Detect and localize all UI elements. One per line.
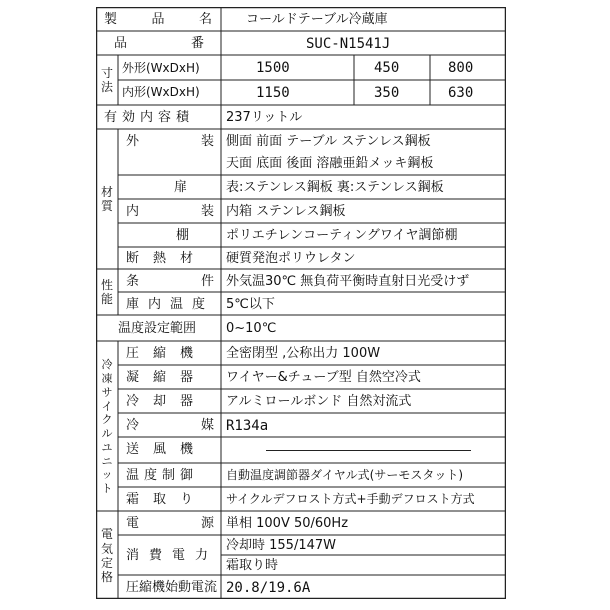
internal-temp-label: 庫内温度	[126, 297, 215, 312]
inner-height: 630	[448, 85, 474, 101]
compressor-value: 全密閉型 ,公称出力 100W	[226, 346, 381, 361]
inner-width: 1150	[256, 85, 290, 101]
fan-none-dash	[266, 450, 471, 451]
condition-label: 条 件	[126, 274, 214, 289]
spec-sheet	[96, 7, 506, 599]
power-source-label: 電 源	[126, 516, 214, 531]
outer-height: 800	[448, 60, 474, 76]
model-label: 品 番	[114, 36, 204, 51]
refrigeration-group: 冷 凍 サ イ ク ル ユ ニ ッ ト	[101, 358, 113, 495]
outer-dimensions-label: 外形(WxDxH)	[122, 61, 200, 75]
starting-current-label: 圧縮機始動電流	[126, 580, 218, 595]
outer-width: 1500	[256, 60, 290, 76]
temp-control-label: 温度制御	[126, 468, 199, 483]
material-group: 材 質	[100, 184, 113, 213]
door-label: 扉	[174, 180, 188, 195]
power-consumption-cooling: 冷却時 155/147W	[226, 538, 336, 553]
interior-label: 内 装	[126, 204, 214, 219]
product-name-value: コールドテーブル冷蔵庫	[246, 12, 388, 27]
performance-group: 性 能	[100, 277, 113, 306]
shelf-value: ポリエチレンコーティングワイヤ調節棚	[226, 228, 458, 243]
capacity-label: 有効内容積	[104, 110, 195, 125]
shelf-label: 棚	[176, 228, 190, 243]
power-consumption-label: 消費電力	[126, 548, 219, 563]
compressor-label: 圧縮機	[126, 346, 208, 361]
cooler-value: アルミロールボンド 自然対流式	[226, 394, 412, 409]
capacity-value: 237リットル	[226, 110, 303, 125]
starting-current-value: 20.8/19.6A	[226, 580, 311, 596]
condition-value: 外気温30℃ 無負荷平衡時直射日光受けず	[226, 274, 470, 289]
cooler-label: 冷却器	[126, 394, 208, 409]
internal-temp-value: 5℃以下	[226, 297, 275, 312]
defrost-value: サイクルデフロスト方式+手動デフロスト方式	[226, 492, 475, 506]
exterior-value-line1: 側面 前面 テーブル ステンレス鋼板	[226, 134, 431, 149]
insulation-label: 断熱材	[126, 251, 208, 266]
fan-label: 送風機	[126, 442, 208, 457]
interior-value: 内箱 ステンレス鋼板	[226, 204, 346, 219]
refrigerant-value: R134a	[226, 418, 269, 434]
inner-dimensions-label: 内形(WxDxH)	[122, 85, 200, 99]
outer-depth: 450	[374, 60, 400, 76]
inner-depth: 350	[374, 85, 400, 101]
defrost-label: 霜取り	[126, 492, 208, 507]
door-value: 表:ステンレス鋼板 裏:ステンレス鋼板	[226, 180, 444, 195]
temp-range-value: 0~10℃	[226, 321, 277, 336]
condenser-value: ワイヤー&チューブ型 自然空冷式	[226, 370, 421, 385]
refrigerant-label: 冷 媒	[126, 418, 214, 433]
dimensions-group: 寸 法	[100, 65, 113, 94]
condenser-label: 凝縮器	[126, 370, 208, 385]
power-consumption-defrost: 霜取り時	[226, 558, 279, 573]
product-name-label: 製 品 名	[104, 12, 212, 27]
insulation-value: 硬質発泡ポリウレタン	[226, 251, 356, 266]
temp-control-value: 自動温度調節器ダイヤル式(サーモスタット)	[226, 468, 464, 482]
exterior-value-line2: 天面 底面 後面 溶融亜鉛メッキ鋼板	[226, 156, 434, 171]
model-value: SUC-N1541J	[306, 36, 391, 52]
power-source-value: 単相 100V 50/60Hz	[226, 516, 349, 531]
temp-range-label: 温度設定範囲	[118, 321, 197, 336]
exterior-label: 外 装	[126, 134, 214, 149]
electrical-group: 電 気 定 格	[100, 527, 113, 585]
